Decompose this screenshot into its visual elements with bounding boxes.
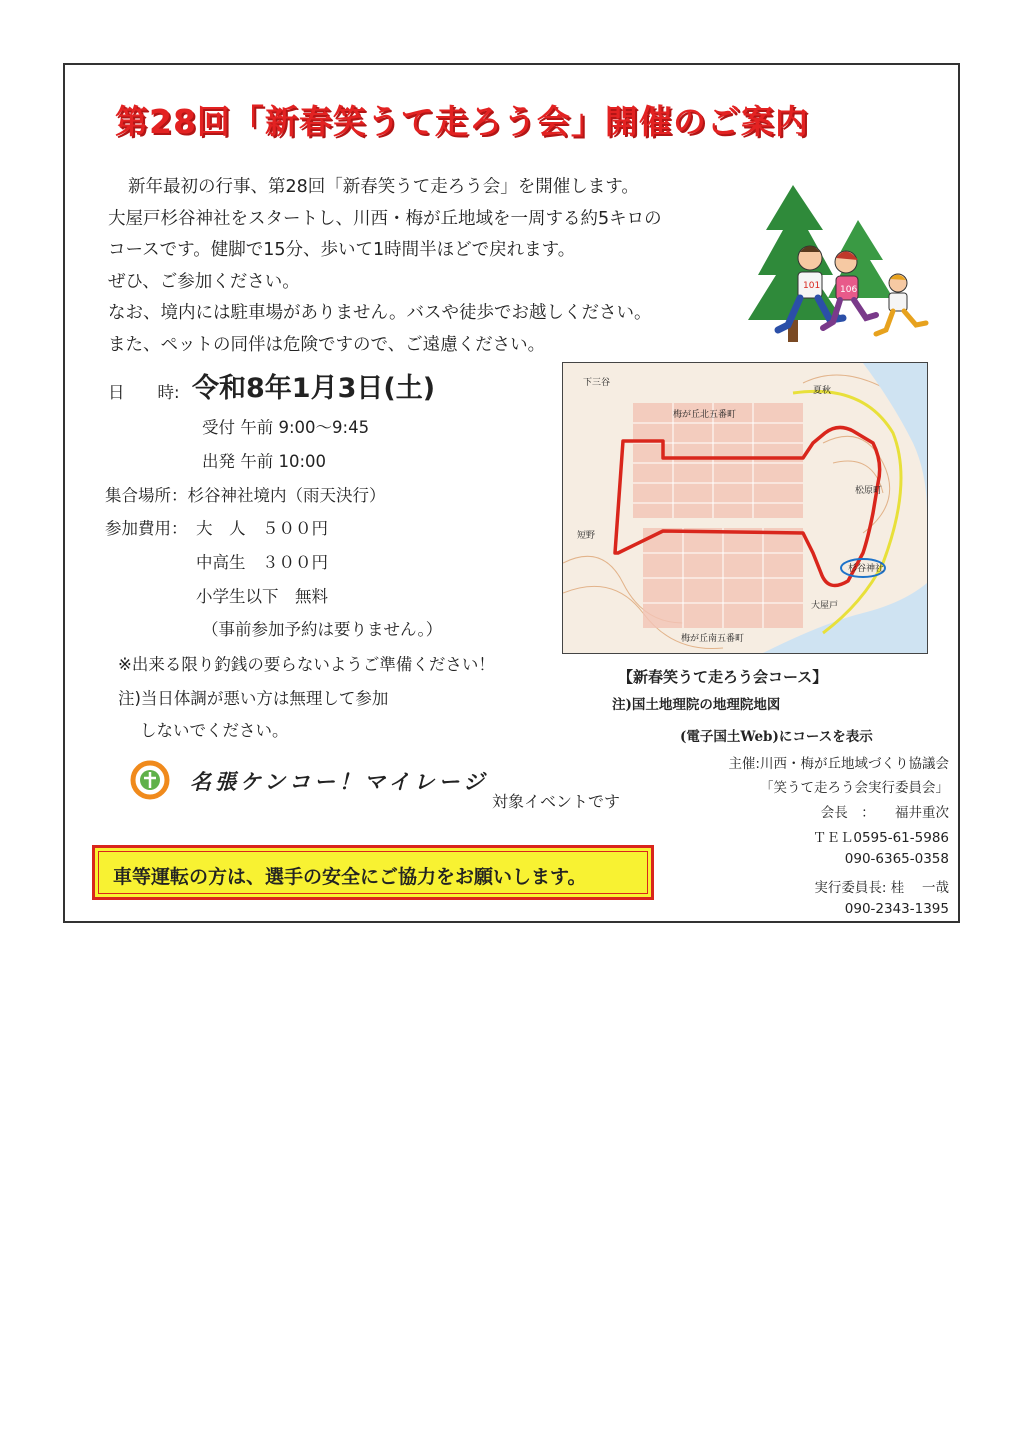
kenko-mileage-logo-icon <box>130 760 170 800</box>
map-note-2: (電子国土Web)にコースを表示 <box>680 729 873 745</box>
map-label-shimosanya: 下三谷 <box>583 378 611 388</box>
organizer-host: 主催:川西・梅が丘地域づくり協議会 <box>728 756 949 772</box>
intro-line: また、ペットの同伴は危険ですので、ご遠慮ください。 <box>108 334 546 355</box>
map-label-kita5: 梅が丘北五番町 <box>673 410 737 420</box>
target-event-text: 対象イベントです <box>492 792 621 811</box>
svg-text:106: 106 <box>840 285 858 295</box>
fee-label: 参加費用： <box>105 519 188 538</box>
fee-child: 小学生以下 無料 <box>196 587 328 606</box>
driver-warning-text: 車等運転の方は、選手の安全にご協力をお願いします。 <box>113 866 587 888</box>
map-label-tanbano: 短野 <box>577 531 596 541</box>
fee-adult: 大 人 ５００円 <box>196 519 328 538</box>
organizer-chair: 会長 ： 福井重次 <box>820 805 949 821</box>
change-note: ※出来る限り釣銭の要らないようご準備ください！ <box>118 655 495 674</box>
page-title: 第28回「新春笑うて走ろう会」開催のご案内 <box>115 102 809 141</box>
intro-line: なお、境内には駐車場がありません。バスや徒歩でお越しください。 <box>108 303 652 323</box>
driver-warning-box <box>92 845 654 900</box>
map-note-1: 注)国土地理院の地理院地図 <box>612 697 781 713</box>
fee-student: 中高生 ３００円 <box>196 553 328 572</box>
organizer-committee: 「笑うて走ろう会実行委員会」 <box>760 780 949 796</box>
map-label-matsubara: 松原町 <box>855 486 883 496</box>
intro-line: 新年最初の行事、第28回「新春笑うて走ろう会」を開催します。 <box>128 177 639 197</box>
datetime-label: 日 時: <box>108 383 180 402</box>
intro-line: ぜひ、ご参加ください。 <box>108 271 300 292</box>
map-label-oyado: 大屋戸 <box>811 601 839 611</box>
svg-text:101: 101 <box>803 281 821 291</box>
course-map-graphic <box>563 363 927 653</box>
map-label-natsumi: 夏秋 <box>813 386 832 396</box>
start-time: 出発 午前 10:00 <box>202 452 327 471</box>
kenko-mileage-brand: 名張ケンコー！マイレージ <box>190 770 489 794</box>
health-note-line1: 注)当日体調が悪い方は無理して参加 <box>118 689 389 708</box>
runners-illustration <box>748 180 933 352</box>
map-label-shrine: 杉谷神社 <box>848 564 885 574</box>
no-reservation-note: （事前参加予約は要りません。） <box>202 620 443 639</box>
intro-text <box>108 172 748 361</box>
map-label-minami5: 梅が丘南五番町 <box>681 634 745 644</box>
health-note-line2: しないでください。 <box>140 721 289 740</box>
event-date: 令和8年1月3日(土) <box>192 373 436 404</box>
venue: 集合場所：杉谷神社境内（雨天決行） <box>105 486 386 505</box>
map-caption: 【新春笑うて走ろう会コース】 <box>618 668 828 686</box>
organizer-tel3: 090-2343-1395 <box>844 901 949 917</box>
intro-line: 大屋戸杉谷神社をスタートし、川西・梅が丘地域を一周する約5キロの <box>108 208 662 229</box>
intro-line: コースです。健脚で15分、歩いて1時間半ほどで戻れます。 <box>108 240 576 260</box>
reception-time: 受付 午前 9:00～9:45 <box>202 418 370 437</box>
organizer-exec: 実行委員長: 桂 一哉 <box>814 880 949 896</box>
course-map <box>562 362 928 654</box>
organizer-tel1: ＴＥＬ0595-61-5986 <box>812 830 949 846</box>
organizer-tel2: 090-6365-0358 <box>844 851 949 867</box>
